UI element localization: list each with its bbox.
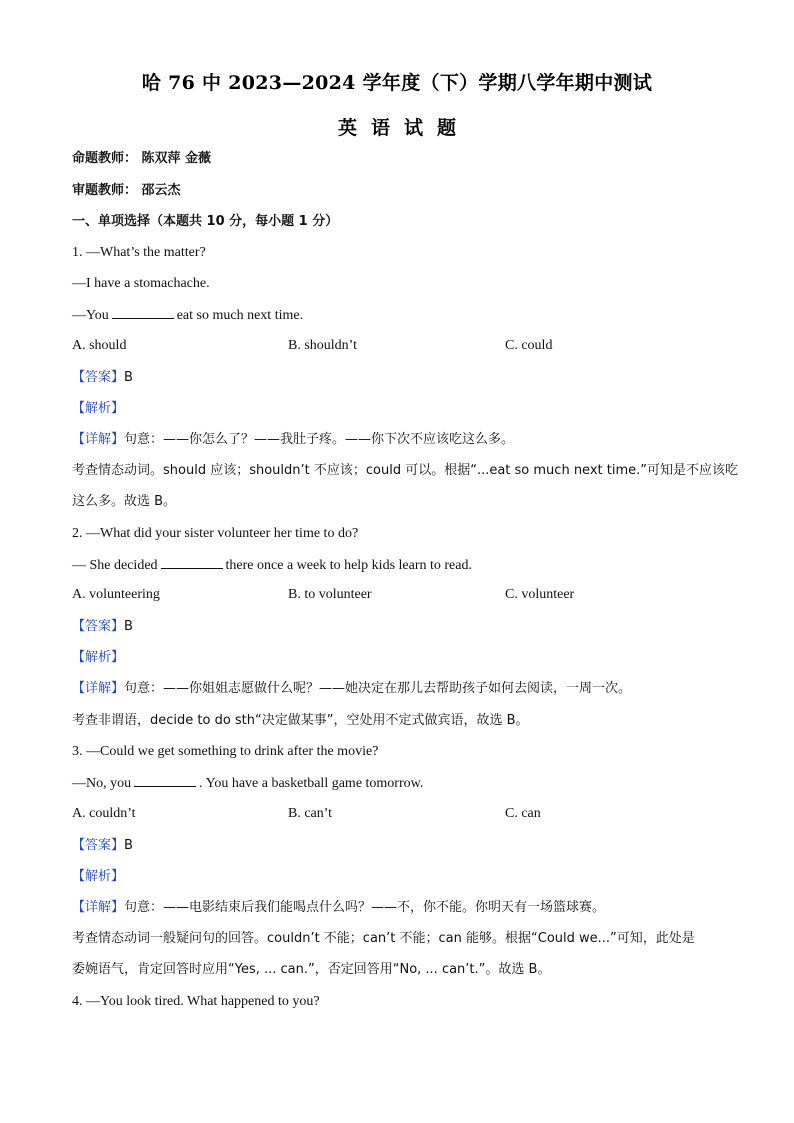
q1-answer: 【答案】B (72, 370, 133, 385)
q1-option-b: B. shouldn’t (288, 338, 357, 353)
q3-detail-1: 【详解】句意：——电影结束后我们能喝点什么吗？——不，你不能。你明天有一场篮球赛。 (72, 900, 606, 915)
q2-detail-2: 考查非谓语，decide to do sth“决定做某事”，空处用不定式做宾语，故选 B。 (72, 713, 529, 728)
bracket-label: 【解析】 (72, 401, 125, 416)
q2-answer: 【答案】B (72, 619, 133, 634)
q3-blank-pre: —No, you (72, 776, 132, 791)
q1-blank-line (72, 306, 303, 325)
bracket-label: 【答案】 (72, 838, 125, 853)
q3-answer: 【答案】B (72, 838, 133, 853)
q1-detail-1: 【详解】句意：——你怎么了？——我肚子疼。——你下次不应该吃这么多。 (72, 432, 515, 447)
q1-blank-post: eat so much next time. (176, 308, 304, 323)
q1-blank (112, 306, 174, 319)
subject-title: 英语试题 (337, 117, 470, 139)
q1-option-a: A. should (72, 338, 127, 353)
q1-prompt: 1. —What’s the matter? (72, 245, 206, 260)
q2-detail-1: 【详解】句意：——你姐姐志愿做什么呢？——她决定在那儿去帮助孩子如何去阅读，一周一次。 (72, 681, 632, 696)
section-heading: 一、单项选择（本题共 10 分，每小题 1 分） (72, 214, 339, 229)
bracket-label: 【解析】 (72, 650, 125, 665)
q2-prompt: 2. —What did your sister volunteer her time to do? (72, 526, 359, 541)
q2-blank-line (72, 556, 472, 575)
q4-prompt: 4. —You look tired. What happened to you? (72, 994, 320, 1009)
bracket-label: 【详解】 (72, 900, 125, 915)
q1-option-c: C. could (505, 338, 553, 353)
q3-blank (134, 774, 196, 787)
q1-detail-3: 这么多。故选 B。 (72, 494, 177, 509)
q3-option-a: A. couldn’t (72, 806, 136, 821)
q2-option-b: B. to volunteer (288, 587, 372, 602)
q1-analysis (72, 400, 124, 418)
bracket-label: 【详解】 (72, 432, 125, 447)
q1-blank-pre: —You (72, 308, 109, 323)
q3-blank-line (72, 774, 423, 793)
q2-analysis (72, 649, 124, 667)
q2-option-a: A. volunteering (72, 587, 160, 602)
q3-blank-post: . You have a basketball game tomorrow. (199, 776, 424, 791)
q3-detail-2: 考查情态动词一般疑问句的回答。couldn’t 不能；can’t 不能；can 能够。根据“Could we...”可知，此处是 (72, 931, 695, 946)
q2-blank-post: there once a week to help kids learn to read. (225, 558, 472, 573)
q2-blank-pre: — She decided (72, 558, 158, 573)
q3-detail-3: 委婉语气，肯定回答时应用“Yes, ... can.”，否定回答用“No, ... can’t.”。故选 B。 (72, 962, 551, 977)
q3-option-b: B. can’t (288, 806, 333, 821)
q3-analysis (72, 868, 124, 886)
q3-option-c: C. can (505, 806, 541, 821)
q2-blank (161, 556, 223, 569)
q1-reply: —I have a stomachache. (72, 276, 210, 291)
q1-detail-2: 考查情态动词。should 应该；shouldn’t 不应该；could 可以。根据“...eat so much next time.”可知是不应该吃 (72, 463, 738, 478)
q2-option-c: C. volunteer (505, 587, 575, 602)
bracket-label: 【答案】 (72, 619, 125, 634)
bracket-label: 【详解】 (72, 681, 125, 696)
setter-line: 命题教师： 陈双萍 金薇 (72, 151, 212, 166)
bracket-label: 【答案】 (72, 370, 125, 385)
q3-prompt: 3. —Could we get something to drink after the movie? (72, 744, 379, 759)
bracket-label: 【解析】 (72, 869, 125, 884)
reviewer-line: 审题教师： 邵云杰 (72, 183, 181, 198)
exam-title: 哈 76 中 2023—2024 学年度（下）学期八学年期中测试 (141, 72, 653, 94)
